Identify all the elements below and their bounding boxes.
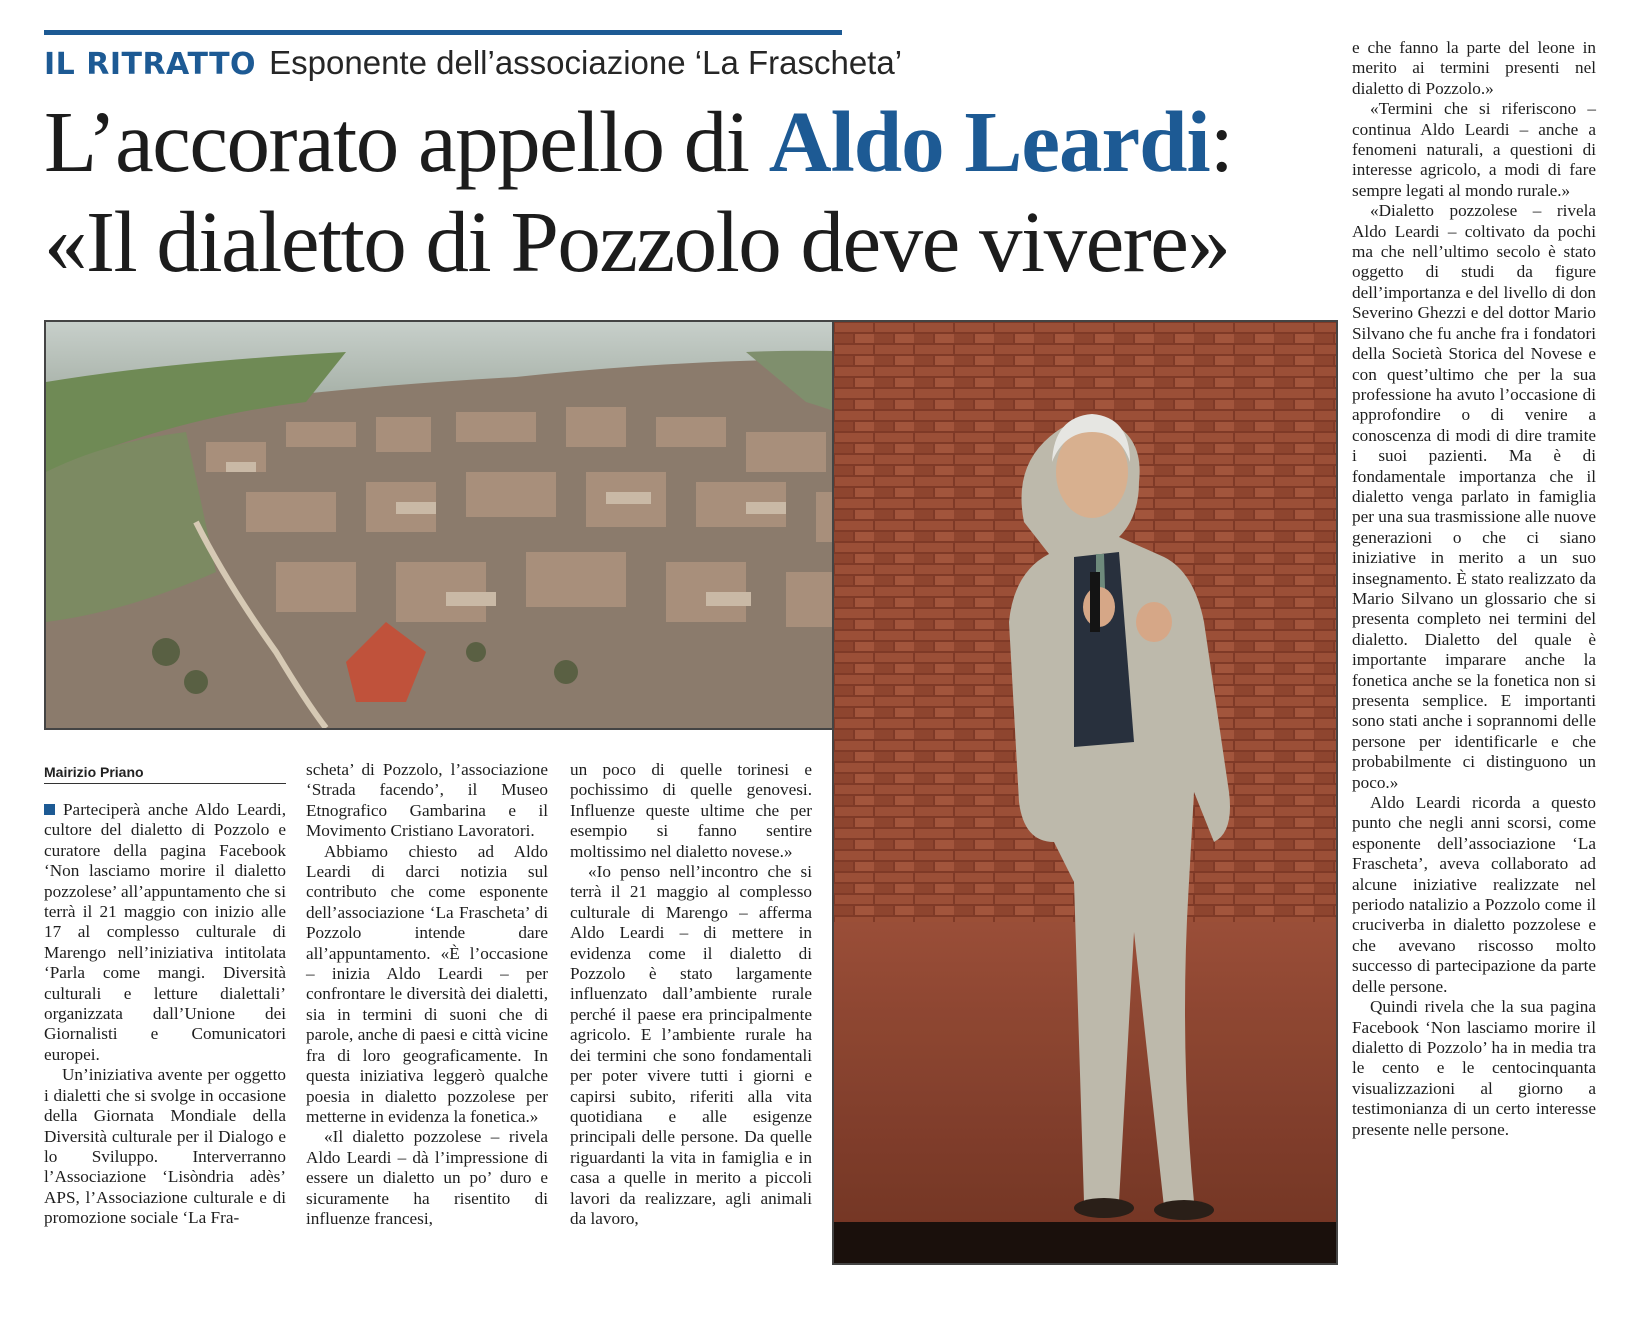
paragraph: scheta’ di Pozzolo, l’associazione ‘Strada facendo’, il Museo Etnografico Gambarina e il Movimento Cristiano Lavoratori. — [306, 760, 548, 841]
article-column-2 — [306, 760, 548, 1229]
paragraph: «Il dialetto pozzolese – rivela Aldo Leardi – dà l’impressione di essere un dialetto un po’ duro e sicuramente ha risentito di influenze francesi, — [306, 1127, 548, 1228]
paragraph: e che fanno la parte del leone in merito ai termini presenti nel dialetto di Pozzolo.» — [1352, 38, 1596, 98]
kicker-rule — [44, 30, 842, 35]
headline-prefix: L’accorato appello di — [44, 93, 769, 190]
speaker-photo — [832, 320, 1338, 1265]
paragraph-marker-icon — [44, 804, 55, 815]
paragraph: Aldo Leardi ricorda a questo punto che negli anni scorsi, come esponente dell’associazione ‘La Frascheta’, aveva collaborato ad alcune iniziative realizzate nel periodo natalizio a Pozzolo come il cruciverba in dialetto pozzolese e che avevano riscosso molto successo di partecipazione da parte delle persone. — [1352, 793, 1596, 996]
paragraph-text: Parteciperà anche Aldo Leardi, cultore del dialetto di Pozzolo e curatore della pagina Facebook ‘Non lasciamo morire il dialetto pozzolese’ all’appuntamento che si terrà il 21 maggio con inizio alle 17 al complesso culturale di Marengo nell’iniziativa intitolata ‘Parla come mangi. Diversità culturali e letture dialettali’ organizzata dall’Unione dei Giornalisti e Comunicatori europei. — [44, 800, 286, 1064]
paragraph: «Io penso nell’incontro che si terrà il 21 maggio al complesso culturale di Marengo – afferma Aldo Leardi – di mettere in evidenza come il dialetto di Pozzolo è stato largamente influenzato dall’ambiente rurale perché il paese era principalmente agricolo. E l’ambiente rurale ha dei termini che sono fondamentali per poter vivere tutti i giorni e capirsi subito, riferiti alla vita quotidiana e alle esigenze principali delle persone. Da quelle riguardanti la vita in famiglia e in casa a quelle in merito a piccoli lavori da realizzare, agli animali da lavoro, — [570, 862, 812, 1228]
paragraph: Quindi rivela che la sua pagina Facebook ‘Non lasciamo morire il dialetto di Pozzolo’ ha in media tra le cento e le centocinquanta visualizzazioni al giorno a testimonianza di un certo interesse presente nelle persone. — [1352, 997, 1596, 1139]
headline-name: Aldo Leardi — [768, 93, 1210, 190]
kicker-subtitle: Esponente dell’associazione ‘La Frascheta’ — [269, 44, 903, 81]
paragraph: Un’iniziativa avente per oggetto i dialetti che si svolge in occasione della Giornata Mondiale della Diversità culturale per il Dialogo e lo Sviluppo. Interverranno l’Associazione ‘Lisòndria adès’ APS, l’Associazione culturale e di promozione sociale ‘La Fra- — [44, 1065, 286, 1228]
paragraph: «Termini che si riferiscono – continua Aldo Leardi – anche a fenomeni naturali, a questioni di interesse agricolo, a modi di fare sempre legati al mondo rurale.» — [1352, 99, 1596, 200]
paragraph — [44, 800, 286, 1065]
headline-line-2: «Il dialetto di Pozzolo deve vivere» — [44, 193, 1230, 290]
headline-line-1 — [44, 93, 1233, 190]
headline-colon: : — [1209, 93, 1233, 190]
article-column-1 — [44, 800, 286, 1229]
kicker-tag: IL RITRATTO — [44, 47, 257, 82]
byline: Mairizio Priano — [44, 763, 286, 784]
paragraph: un poco di quelle torinesi e pochissimo di quelle genovesi. Influenze queste ultime che per esempio si fanno sentire moltissimo nel dialetto novese.» — [570, 760, 812, 861]
speaker-photo-illustration — [834, 322, 1336, 1263]
article-column-4 — [1352, 38, 1596, 1140]
kicker — [44, 46, 902, 80]
paragraph: «Dialetto pozzolese – rivela Aldo Leardi – coltivato da pochi ma che nell’ultimo secolo è stato oggetto di studi da figure dell’importanza e del livello di don Severino Ghezzi e del dottor Mario Silvano che fu anche fra i fondatori della Società Storica del Novese e con quest’ultimo che per la sua professione ha avuto l’occasione di approfondire o di venire a conoscenza di modi di dire tramite i suoi pazienti. Ma è di fondamentale importanza che il dialetto venga parlato in famiglia per una sua trasmissione alle nuove generazioni o che ci siano iniziative in merito a un suo insegnamento. È stato realizzato da Mario Silvano un glossario che si presenta completo nei termini del dialetto. Dialetto del quale è importante imparare anche la fonetica anche se la fonetica non si presenta semplice. E importanti sono stati anche i soprannomi delle persone per identificarle e che probabilmente ci distinguono un poco.» — [1352, 201, 1596, 792]
paragraph: Abbiamo chiesto ad Aldo Leardi di darci notizia sul contributo che come esponente dell’associazione ‘La Frascheta’ di Pozzolo intende dare all’appuntamento. «È l’occasione – inizia Aldo Leardi – per confrontare le diversità dei dialetti, sia in termini di suoni che di parole, anche di paesi e città vicine fra di loro geograficamente. In questa iniziativa leggerò qualche poesia in dialetto pozzolese per metterne in evidenza la fonetica.» — [306, 841, 548, 1126]
article-column-3 — [570, 760, 812, 1229]
